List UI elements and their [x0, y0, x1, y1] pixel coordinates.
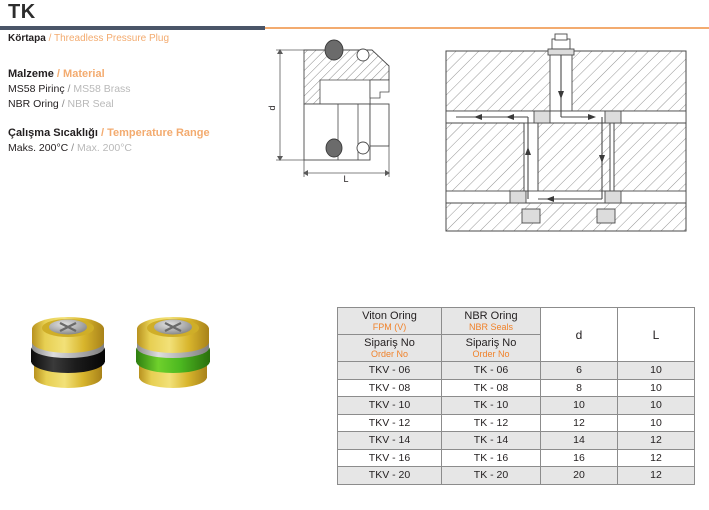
header-L-label: L: [652, 327, 660, 342]
cell-viton: TKV - 20: [338, 467, 442, 485]
cell-L: 12: [618, 432, 695, 450]
cell-d: 10: [541, 397, 618, 415]
cell-nbr: TK - 14: [442, 432, 541, 450]
subtitle-en: Threadless Pressure Plug: [53, 33, 170, 44]
header-cell-viton-order-no: [338, 335, 442, 362]
manifold-flow-diagram: [442, 31, 697, 256]
header-nbr-oring-tr: NBR Oring: [464, 310, 518, 322]
spec-temperature-line-1: [8, 142, 210, 154]
page-title: TK: [8, 1, 36, 23]
cell-d: 14: [541, 432, 618, 450]
spec-material-line-2-en: NBR Seal: [67, 98, 114, 110]
cell-nbr: TK - 16: [442, 449, 541, 467]
header-nbr-order-no-en: Order No: [472, 349, 510, 359]
table-row: [338, 379, 695, 397]
table-body: [338, 362, 695, 485]
plug-viton-photo: [125, 305, 221, 397]
header-rule-dark: [0, 26, 265, 30]
subtitle-separator: /: [48, 33, 52, 44]
table-row: [338, 414, 695, 432]
cell-nbr: TK - 08: [442, 379, 541, 397]
top-port-fitting: [548, 34, 574, 55]
spec-material-heading: [8, 68, 131, 80]
header-cell-nbr-oring: [442, 308, 541, 335]
spec-temperature-line-1-separator: /: [71, 142, 75, 154]
spec-material-line-1-en: MS58 Brass: [73, 83, 131, 95]
cell-viton: TKV - 10: [338, 397, 442, 415]
cell-L: 12: [618, 467, 695, 485]
plug-nbr-photo: [20, 305, 116, 397]
oring-back-upper-icon: [357, 49, 369, 61]
header-cell-viton-oring: [338, 308, 442, 335]
cell-viton: TKV - 12: [338, 414, 442, 432]
specification-table: [337, 307, 695, 485]
cell-nbr: TK - 10: [442, 397, 541, 415]
dimension-d-label: d: [267, 105, 277, 111]
cell-d: 8: [541, 379, 618, 397]
header-cell-nbr-order-no: [442, 335, 541, 362]
table-row: [338, 467, 695, 485]
subtitle: [8, 33, 169, 44]
header-viton-order-no-tr: Sipariş No: [364, 337, 415, 349]
cell-viton: TKV - 08: [338, 379, 442, 397]
spec-material-line-2-tr: NBR Oring: [8, 98, 59, 110]
spec-material-line-1-tr: MS58 Pirinç: [8, 83, 65, 95]
cell-L: 10: [618, 397, 695, 415]
plug-body-upper: [304, 50, 389, 104]
header-viton-oring-tr: Viton Oring: [362, 310, 417, 322]
spec-material-heading-en: Material: [63, 68, 105, 80]
spec-temperature-line-1-en: Max. 200°C: [77, 142, 132, 154]
plug-body-lower: [304, 104, 389, 160]
header-rule-orange: [265, 27, 709, 29]
spec-material-line-1-separator: /: [67, 83, 71, 95]
dimension-d: [276, 49, 304, 161]
cell-viton: TKV - 06: [338, 362, 442, 380]
oring-upper-icon: [325, 40, 343, 60]
header-viton-order-no-en: Order No: [370, 349, 408, 359]
cell-viton: TKV - 14: [338, 432, 442, 450]
spec-material: [8, 68, 131, 110]
cell-L: 12: [618, 449, 695, 467]
spec-temperature-heading-tr: Çalışma Sıcaklığı: [8, 127, 98, 139]
spec-temperature: [8, 127, 210, 154]
cell-d: 12: [541, 414, 618, 432]
table-header-row-1: [338, 308, 695, 335]
cell-nbr: TK - 06: [442, 362, 541, 380]
spec-temperature-heading-separator: /: [100, 127, 105, 139]
cell-L: 10: [618, 414, 695, 432]
table-header: [338, 308, 695, 362]
header-nbr-oring-en: NBR Seals: [468, 322, 513, 332]
cell-d: 20: [541, 467, 618, 485]
dimension-L-label: L: [343, 174, 349, 184]
subtitle-tr: Körtapa: [8, 33, 46, 44]
cell-L: 10: [618, 379, 695, 397]
cell-d: 16: [541, 449, 618, 467]
header-d-label: d: [575, 327, 583, 342]
cell-d: 6: [541, 362, 618, 380]
spec-material-line-1: [8, 83, 131, 95]
header-cell-L: [618, 308, 695, 362]
spec-temperature-heading-en: Temperature Range: [107, 127, 210, 139]
table-row: [338, 397, 695, 415]
spec-material-heading-separator: /: [56, 68, 60, 80]
spec-material-line-2: [8, 98, 131, 110]
header-cell-d: [541, 308, 618, 362]
cell-viton: TKV - 16: [338, 449, 442, 467]
table-row: [338, 362, 695, 380]
oring-back-lower-icon: [357, 142, 369, 154]
cell-nbr: TK - 12: [442, 414, 541, 432]
header-viton-oring-en: FPM (V): [372, 322, 407, 332]
cell-nbr: TK - 20: [442, 467, 541, 485]
spec-temperature-line-1-tr: Maks. 200°C: [8, 142, 69, 154]
table-row: [338, 432, 695, 450]
oring-lower-icon: [326, 139, 342, 157]
table-row: [338, 449, 695, 467]
spec-temperature-heading: [8, 127, 210, 139]
header-nbr-order-no-tr: Sipariş No: [465, 337, 517, 349]
spec-material-line-2-separator: /: [61, 98, 65, 110]
cell-L: 10: [618, 362, 695, 380]
spec-material-heading-tr: Malzeme: [8, 68, 54, 80]
plug-cross-section-drawing: [262, 36, 442, 191]
